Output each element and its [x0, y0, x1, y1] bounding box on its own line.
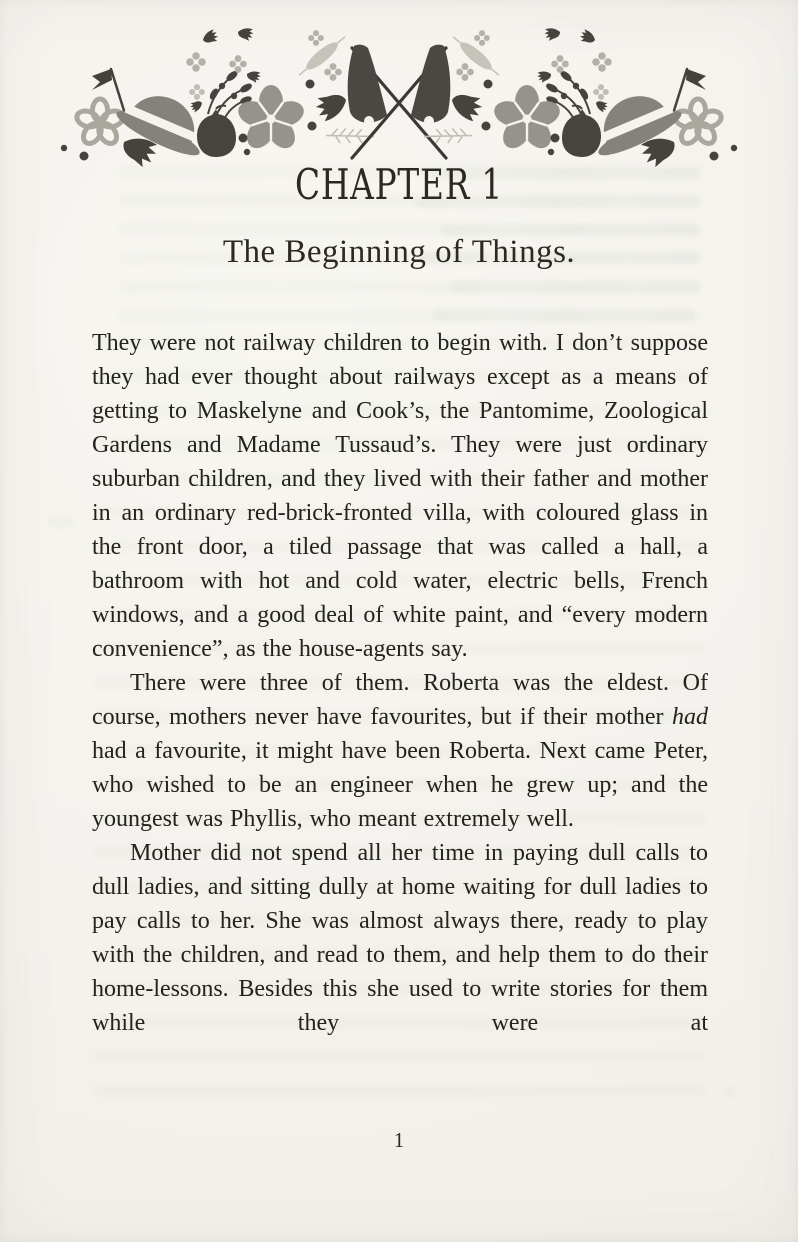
dot-icon	[244, 149, 250, 155]
page-number: 1	[393, 1128, 405, 1152]
flower-icon	[189, 84, 205, 100]
chapter-headpiece	[0, 22, 798, 167]
dot-icon	[308, 122, 317, 131]
flower-icon	[308, 30, 324, 46]
fern-icon	[325, 126, 374, 147]
flower-icon	[229, 55, 247, 73]
flower-icon	[235, 85, 307, 154]
leaf-icon	[236, 25, 255, 42]
chapter-heading: CHAPTER 1	[294, 160, 504, 209]
chapter-headpiece-mirror	[352, 25, 737, 167]
body-paragraph: There were three of them. Roberta was the eldest. Of course, mothers never have favourites, but if their mother had had a favourite, it might have been Roberta. Next came Peter, who wished to be an engineer when he grew up; and the youngest was Phyllis, who meant extremely well.	[92, 670, 708, 832]
flower-icon	[324, 63, 342, 81]
body-paragraph: They were not railway children to begin with. I don’t suppose they had ever thought about railways except as a means of getting to Maskelyne and Cook’s, the Pantomime, Zoological Gardens and Madame Tussaud’s. They were just ordinary suburban children, and they lived with their father and mother in an ordinary red-brick-fronted villa, with coloured glass in the front door, a tiled passage that was called a hall, a bathroom with hot and cold water, electric bells, French windows, and a good deal of white paint, and “every modern convenience”, as the house-agents say.	[92, 330, 708, 662]
body-paragraph: Mother did not spend all her time in paying dull calls to dull ladies, and sitting dully at home waiting for dull ladies to pay calls to her. She was almost always there, ready to play with the children, and read to them, and help them to do their home-lessons. Besides this she used to write stories for them while they were at	[92, 840, 708, 1036]
flower-icon	[186, 52, 206, 72]
dot-icon	[239, 134, 248, 143]
outline-flower-icon	[75, 99, 125, 147]
leaf-icon	[197, 106, 236, 157]
leaf-icon	[201, 29, 219, 45]
dot-icon	[306, 80, 315, 89]
leaf-icon	[314, 91, 350, 122]
leaf-icon	[245, 68, 262, 84]
leaf-icon	[189, 100, 204, 113]
chapter-title: The Beginning of Things.	[222, 234, 576, 270]
dot-icon	[61, 145, 67, 151]
body-text	[92, 326, 708, 1040]
